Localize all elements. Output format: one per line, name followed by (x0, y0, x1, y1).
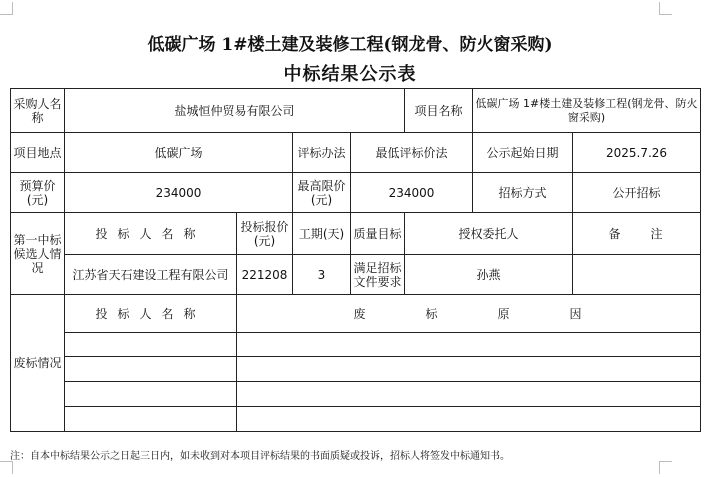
rejected-row (11, 407, 701, 432)
rejected-bidder-cell (65, 357, 237, 382)
crop-mark-top-right (659, 2, 672, 15)
rejected-reason-cell (237, 407, 701, 432)
rejected-bidder-cell (65, 407, 237, 432)
purchaser-value: 盐城恒仲贸易有限公司 (65, 89, 405, 133)
document-title: 低碳广场 1#楼土建及装修工程(钢龙骨、防火窗采购) (147, 35, 553, 55)
rejected-row (11, 382, 701, 407)
footnote: 注：自本中标结果公示之日起三日内，如未收到对本项目评标结果的书面质疑或投诉，招标人将签发中标通知书。 (10, 451, 510, 462)
rejected-row (11, 333, 701, 357)
max-price-value: 234000 (351, 173, 473, 213)
crop-mark-bottom-left (0, 461, 13, 474)
candidate-price: 221208 (237, 255, 293, 295)
purchaser-label: 采购人名称 (11, 89, 65, 133)
purchaser-row (11, 89, 701, 133)
budget-label: 预算价(元) (11, 173, 65, 213)
candidate-header-agent: 授权委托人 (405, 213, 573, 255)
crop-mark-top-left (0, 2, 13, 15)
rejected-reason-cell (237, 333, 701, 357)
announce-date-value: 2025.7.26 (573, 133, 701, 173)
location-value: 低碳广场 (65, 133, 293, 173)
location-label: 项目地点 (11, 133, 65, 173)
candidate-row (11, 255, 701, 295)
candidate-bidder: 江苏省天石建设工程有限公司 (65, 255, 237, 295)
location-row (11, 133, 701, 173)
max-price-label: 最高限价(元) (293, 173, 351, 213)
candidate-header-quality: 质量目标 (351, 213, 405, 255)
price-row (11, 173, 701, 213)
rejected-header-row (11, 295, 701, 333)
candidate-header-period: 工期(天) (293, 213, 351, 255)
candidate-section-label: 第一中标候选人情况 (11, 213, 65, 295)
rejected-row (11, 357, 701, 382)
candidate-agent: 孙燕 (405, 255, 573, 295)
document-subtitle: 中标结果公示表 (283, 64, 417, 85)
rejected-header-bidder: 投标人名称 (65, 295, 237, 333)
rejected-reason-cell (237, 357, 701, 382)
rejected-header-reason: 废标原因 (237, 295, 701, 333)
candidate-header-row (11, 213, 701, 255)
candidate-quality: 满足招标文件要求 (351, 255, 405, 295)
candidate-header-price: 投标报价(元) (237, 213, 293, 255)
rejected-bidder-cell (65, 333, 237, 357)
candidate-remark (573, 255, 701, 295)
crop-mark-bottom-right (659, 461, 672, 474)
announce-date-label: 公示起始日期 (473, 133, 573, 173)
eval-method-label: 评标办法 (293, 133, 351, 173)
rejected-bidder-cell (65, 382, 237, 407)
budget-value: 234000 (65, 173, 293, 213)
eval-method-value: 最低评标价法 (351, 133, 473, 173)
bid-method-label: 招标方式 (473, 173, 573, 213)
rejected-reason-cell (237, 382, 701, 407)
candidate-period: 3 (293, 255, 351, 295)
bid-method-value: 公开招标 (573, 173, 701, 213)
project-name-label: 项目名称 (405, 89, 473, 133)
result-table (10, 88, 701, 432)
rejected-section-label: 废标情况 (11, 295, 65, 432)
candidate-header-remark: 备注 (573, 213, 701, 255)
project-name-value: 低碳广场 1#楼土建及装修工程(钢龙骨、防火窗采购) (473, 89, 701, 133)
candidate-header-bidder: 投标人名称 (65, 213, 237, 255)
